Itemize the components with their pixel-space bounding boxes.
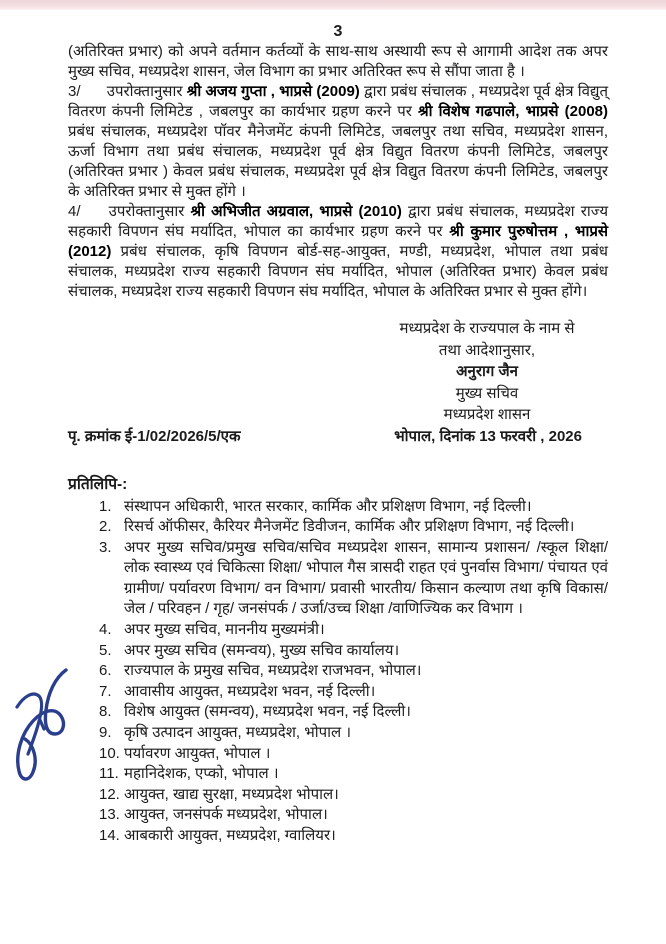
list-item-text: अपर मुख्य सचिव (समन्वय), मुख्य सचिव कार्यालय। — [124, 641, 400, 659]
list-item — [99, 702, 608, 723]
list-item — [99, 805, 608, 826]
list-item-number: 13. — [99, 806, 120, 824]
paragraph-3-pre: उपरोक्तानुसार — [106, 83, 183, 100]
paragraph-continuation — [68, 42, 608, 82]
paragraph-3-mid: द्वारा प्रबंध संचालक , मध्यप्रदेश पूर्व क्षेत्र विद्युत् वितरण कंपनी लिमिटेड , जबलपुर का कार्यभार ग्रहण करने पर — [68, 83, 608, 120]
list-item — [99, 497, 608, 518]
list-item — [99, 785, 608, 806]
scan-edge-strip — [0, 0, 666, 10]
list-item-text: आयुक्त, खाद्य सुरक्षा, मध्यप्रदेश भोपाल। — [124, 785, 339, 803]
signature-byorder-line: तथा आदेशानुसार, — [438, 341, 536, 359]
list-item — [99, 620, 608, 641]
page-content — [0, 10, 666, 944]
list-item-number: 3. — [99, 538, 112, 556]
page-number: 3 — [333, 23, 343, 40]
paragraph-3 — [68, 82, 608, 202]
list-item — [99, 826, 608, 847]
list-item-text: आबकारी आयुक्त, मध्यप्रदेश, ग्वालियर। — [124, 827, 336, 844]
paragraph-continuation-text: (अतिरिक्त प्रभार) को अपने वर्तमान कर्तव्यों के साथ-साथ अस्थायी रूप से आगामी आदेश तक अपर मुख्य सचिव, मध्यप्रदेश शासन, जेल विभाग का प्रभार अतिरिक्त रूप से सौंपा जाता है । — [68, 43, 608, 80]
list-item-number: 14. — [99, 827, 120, 844]
list-item-number: 11. — [99, 765, 119, 783]
list-item — [99, 661, 608, 682]
copy-to-list — [68, 497, 608, 847]
list-item-text: रिसर्च ऑफीसर, कैरियर मैनेजमेंट डिवीजन, कार्मिक और प्रशिक्षण विभाग, नई दिल्ली। — [124, 518, 575, 536]
endorsement-number: पृ. क्रमांक ई-1/02/2026/5/एक — [68, 427, 241, 445]
officer-name-kumar-purushottam: श्री कुमार पुरुषोत्तम , भाप्रसे (2012) — [68, 223, 609, 260]
list-item-number: 1. — [99, 497, 112, 515]
list-item — [99, 744, 608, 765]
signatory-organization: मध्यप्रदेश शासन — [443, 406, 531, 423]
list-item-text: अपर मुख्य सचिव/प्रमुख सचिव/सचिव मध्यप्रदेश शासन, सामान्य प्रशासन/ /स्कूल शिक्षा/ लोक स्वास्थ्य एवं चिकित्सा शिक्षा/ भोपाल गैस त्रासदी राहत एवं पुनर्वास विभाग/ पंचायत एवं ग्रामीण/ पर्यावरण विभाग/ वन विभाग/ प्रवासी भारतीय/ किसान कल्याण तथा कृषि विकास/ जेल / परिवहन / गृह/ जनसंपर्क / उर्जा/उच्च शिक्षा /वाणिज्यिक कर विभाग । — [124, 538, 608, 618]
list-item-number: 6. — [99, 662, 112, 680]
signature-authority-line: मध्यप्रदेश के राज्यपाल के नाम से — [399, 320, 575, 337]
list-item — [99, 764, 608, 785]
paragraph-4-mid: द्वारा प्रबंध संचालक, मध्यप्रदेश राज्य सहकारी विपणन संघ मर्यादित, भोपाल का कार्यभार ग्रहण करने पर — [68, 203, 609, 240]
list-item-text: अपर मुख्य सचिव, माननीय मुख्यमंत्री। — [124, 621, 325, 639]
list-item — [99, 517, 608, 538]
place-and-date: भोपाल, दिनांक 13 फरवरी , 2026 — [394, 427, 582, 445]
list-item-number: 8. — [99, 703, 112, 721]
signatory-name: अनुराग जैन — [456, 363, 518, 380]
list-item-number: 4. — [99, 621, 112, 639]
list-item-number: 12. — [99, 785, 120, 803]
list-item-number: 2. — [99, 518, 112, 536]
list-item-number: 10. — [99, 744, 120, 762]
signature-block — [372, 318, 602, 426]
paragraph-4-pre: उपरोक्तानुसार — [108, 203, 185, 220]
paragraph-4-post: प्रबंध संचालक, कृषि विपणन बोर्ड-सह-आयुक्त, मण्डी, मध्यप्रदेश, भोपाल तथा प्रबंध संचालक, मध्यप्रदेश राज्य सहकारी विपणन संघ मर्यादित, भोपाल (अतिरिक्त प्रभार) केवल प्रबंध संचालक, मध्यप्रदेश राज्य सहकारी विपणन संघ मर्यादित, भोपाल के अतिरिक्त प्रभार से मुक्त होंगे। — [68, 243, 608, 300]
paragraph-3-number: 3/ — [68, 83, 81, 100]
officer-name-ajay-gupta: श्री अजय गुप्ता , भाप्रसे (2009) — [186, 83, 360, 100]
list-item-text: राज्यपाल के प्रमुख सचिव, मध्यप्रदेश राजभवन, भोपाल। — [124, 662, 422, 680]
list-item-text: संस्थापन अधिकारी, भारत सरकार, कार्मिक और प्रशिक्षण विभाग, नई दिल्ली। — [124, 497, 532, 515]
list-item-text: महानिदेशक, एप्को, भोपाल । — [124, 765, 279, 783]
list-item-text: आवासीय आयुक्त, मध्यप्रदेश भवन, नई दिल्ली। — [124, 682, 376, 700]
signatory-designation: मुख्य सचिव — [455, 384, 519, 402]
officer-name-abhijeet-agrawal: श्री अभिजीत अग्रवाल, भाप्रसे (2010) — [190, 203, 402, 220]
reference-row — [68, 427, 608, 447]
officer-name-vishesh-gadhpale: श्री विशेष गढपाले, भाप्रसे (2008) — [417, 103, 608, 120]
list-item-number: 5. — [99, 641, 112, 659]
list-item — [99, 723, 608, 744]
list-item-text: पर्यावरण आयुक्त, भोपाल । — [124, 744, 271, 762]
list-item — [99, 641, 608, 662]
list-item — [99, 682, 608, 703]
list-item-number: 7. — [99, 682, 112, 700]
list-item-text: आयुक्त, जनसंपर्क मध्यप्रदेश, भोपाल। — [124, 806, 328, 824]
list-item — [99, 538, 608, 620]
copy-to-heading: प्रतिलिपि-: — [68, 475, 128, 493]
paragraph-3-post: प्रबंध संचालक, मध्यप्रदेश पॉवर मैनेजमेंट कंपनी लिमिटेड, जबलपुर तथा सचिव, मध्यप्रदेश शासन, ऊर्जा विभाग तथा प्रबंध संचालक, मध्यप्रदेश पूर्व क्षेत्र विद्युत वितरण कंपनी लिमिटेड, जबलपुर (अतिरिक्त प्रभार ) केवल प्रबंध संचालक, मध्यप्रदेश पूर्व क्षेत्र विद्युत वितरण कंपनी लिमिटेड, जबलपुर के अतिरिक्त प्रभार से मुक्त होंगे । — [68, 123, 608, 200]
list-item-number: 9. — [99, 724, 112, 742]
list-item-text: विशेष आयुक्त (समन्वय), मध्यप्रदेश भवन, नई दिल्ली। — [124, 703, 411, 721]
paragraph-4 — [68, 202, 608, 302]
list-item-text: कृषि उत्पादन आयुक्त, मध्यप्रदेश, भोपाल । — [124, 724, 352, 742]
paragraph-4-number: 4/ — [68, 203, 81, 220]
